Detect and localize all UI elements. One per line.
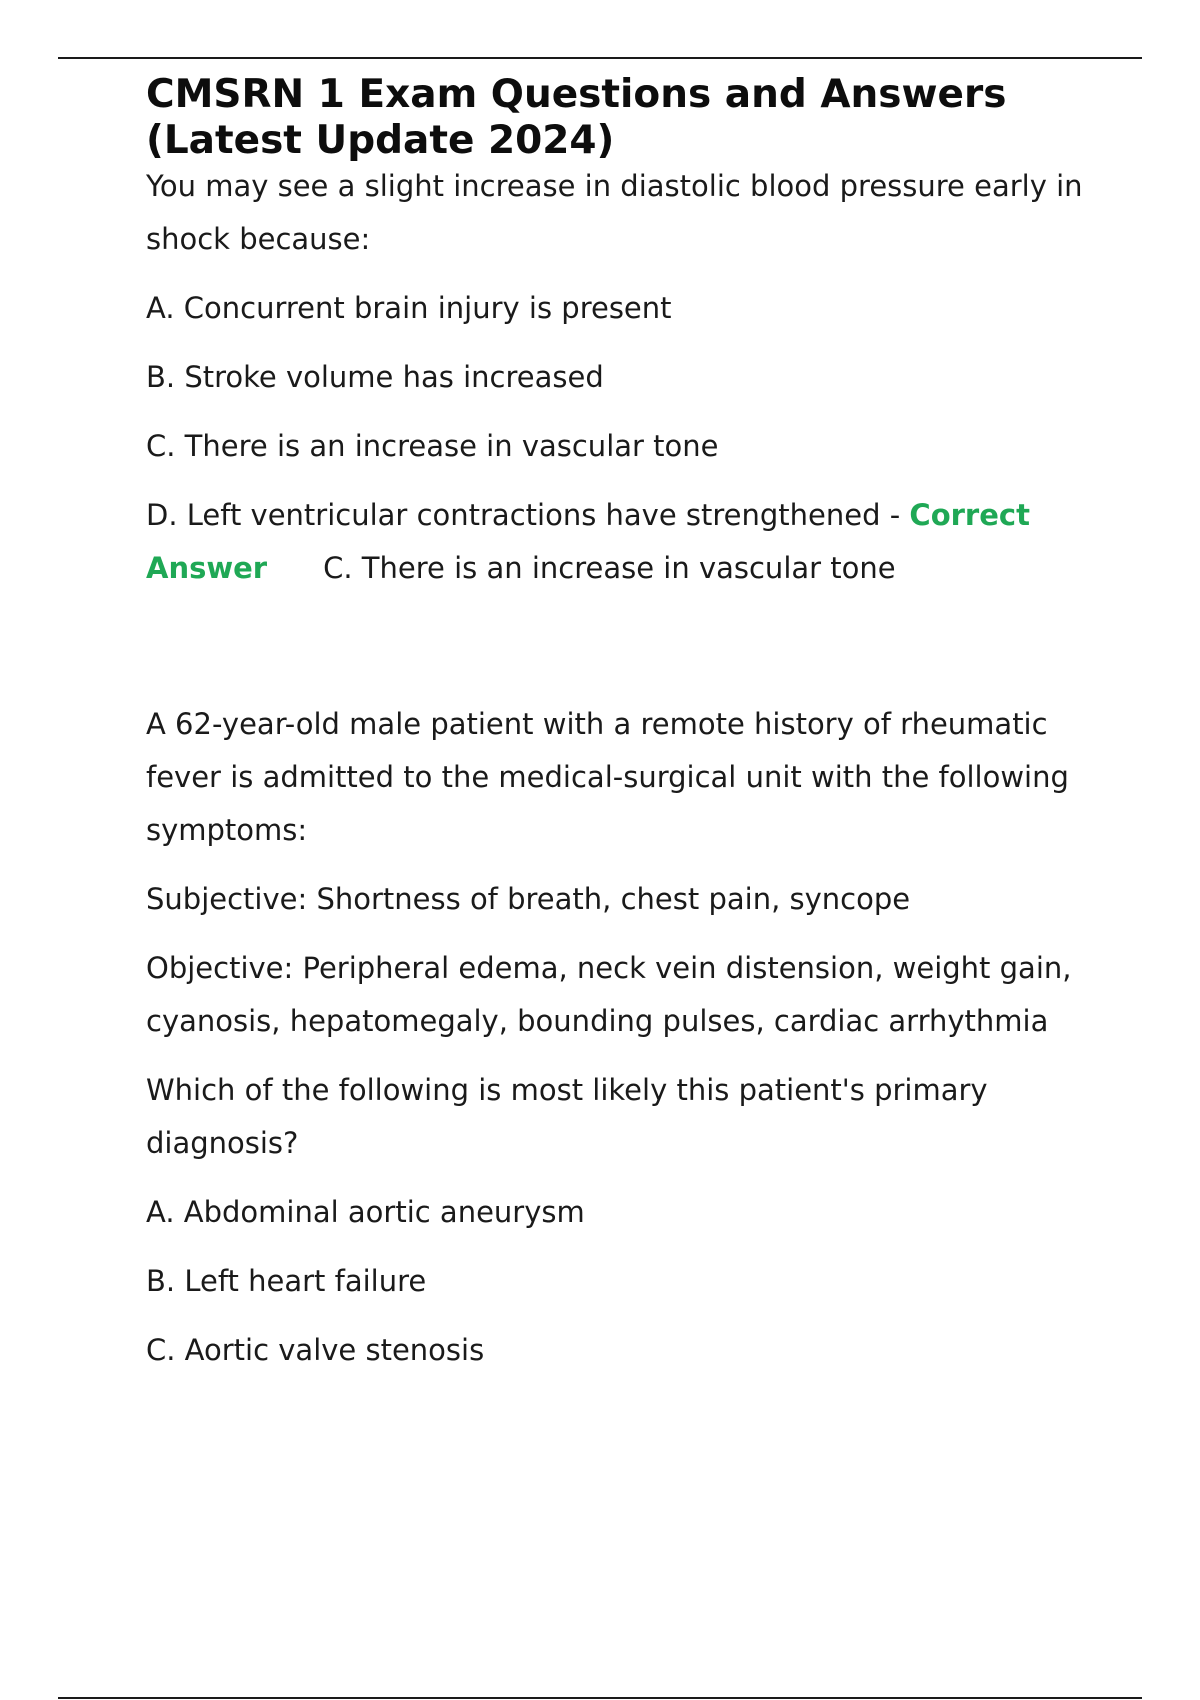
question-1-option-a: A. Concurrent brain injury is present (146, 291, 672, 325)
top-rule (58, 57, 1142, 59)
question-1 (146, 160, 1096, 595)
question-1-option-d-with-answer (146, 489, 1096, 595)
document-title: CMSRN 1 Exam Questions and Answers (Latest Update 2024) (146, 72, 1007, 163)
question-1-option-b: B. Stroke volume has increased (146, 360, 604, 394)
question-2-option-c: C. Aortic valve stenosis (146, 1333, 485, 1367)
question-2-intro: A 62-year-old male patient with a remote history of rheumatic fever is admitted to the medical-surgical unit with the following symptoms: (146, 707, 1069, 847)
section-spacer (146, 595, 1096, 682)
question-2-option-b: B. Left heart failure (146, 1264, 427, 1298)
question-2-subjective: Subjective: Shortness of breath, chest pain, syncope (146, 882, 911, 916)
question-2-prompt: Which of the following is most likely this patient's primary diagnosis? (146, 1073, 988, 1160)
question-1-option-d: D. Left ventricular contractions have strengthened - (146, 498, 910, 532)
document-body (146, 72, 1096, 1377)
correct-answer-text: C. There is an increase in vascular tone (323, 551, 896, 585)
question-2 (146, 698, 1096, 1377)
question-2-option-a: A. Abdominal aortic aneurysm (146, 1195, 585, 1229)
correct-answer-label: Correct Answer (146, 498, 1030, 585)
question-1-option-c: C. There is an increase in vascular tone (146, 429, 719, 463)
question-1-stem: You may see a slight increase in diastolic blood pressure early in shock because: (146, 169, 1083, 256)
bottom-rule (58, 1697, 1142, 1699)
question-2-objective: Objective: Peripheral edema, neck vein distension, weight gain, cyanosis, hepatomegaly, bounding pulses, cardiac arrhythmia (146, 951, 1072, 1038)
